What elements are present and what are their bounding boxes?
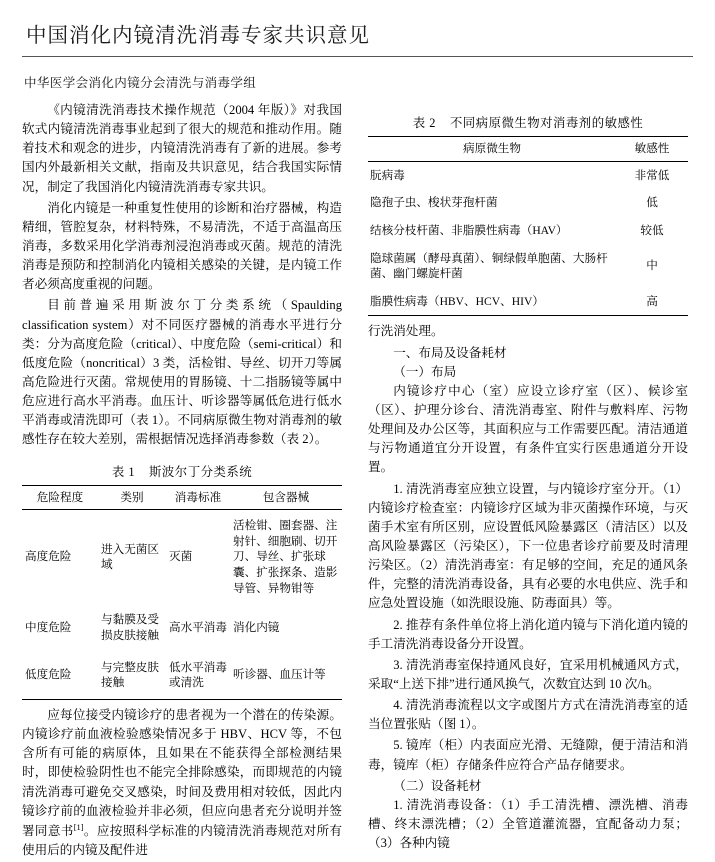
table2-header-cell: 病原微生物 <box>368 137 616 162</box>
paragraph: 3. 清洗消毒室保持通风良好，宜采用机械通风方式，采取“上送下排”进行通风换气，次数宜达到 10 次/h。 <box>368 657 688 692</box>
table-row <box>368 161 688 189</box>
table1-caption-number: 表 1 <box>111 464 136 479</box>
paragraph: 1. 清洗消毒室应独立设置，与内镜诊疗室分开。（1）内镜诊疗检查室：内镜诊疗区域为非灭菌操作环境，与灭菌手术室有所区别，应设置低风险暴露区（清洁区）以及高风险暴露区（污染区），下一位患者诊疗前要及时清理污染区。（2）清洗消毒室：有足够的空间，充足的通风条件，完整的清洗消毒设备，具有必要的水电供应、洗手和应急处置设施（如洗眼设施、防毒面具）等。 <box>368 481 688 611</box>
table2-cell: 较低 <box>640 223 664 237</box>
table2-cell: 朊病毒 <box>370 168 405 182</box>
table2-cell: 中 <box>646 259 658 273</box>
table1-cell: 与黏膜及受损皮肤接触 <box>101 613 159 643</box>
table2-caption <box>368 113 688 131</box>
table2-cell: 高 <box>616 288 688 316</box>
table1-cell: 消化内镜 <box>233 621 280 635</box>
table2-cell: 隐球菌属（酵母真菌）、铜绿假单胞菌、大肠杆菌、幽门螺旋杆菌 <box>370 251 608 281</box>
byline: 中华医学会消化内镜分会清洗与消毒学组 <box>24 76 257 90</box>
subsection-heading: （一）布局 <box>393 364 457 379</box>
table1-cell: 与完整皮肤接触 <box>98 652 166 700</box>
table-row <box>368 245 688 288</box>
continued-text: 行洗消处理。 <box>368 324 444 339</box>
table1-header-cell: 类别 <box>98 485 166 510</box>
table1-cell: 低水平消毒或清洗 <box>166 652 230 700</box>
table2-cell: 结核分枝杆菌、非脂膜性病毒（HAV） <box>370 223 568 237</box>
table1-cell: 进入无菌区域 <box>101 542 159 572</box>
table-header-row <box>368 137 688 162</box>
table1-header-cell: 包含器械 <box>230 485 342 510</box>
table2-caption-text: 不同病原微生物对消毒剂的敏感性 <box>449 116 644 130</box>
table1-cell: 高水平消毒 <box>169 621 227 635</box>
section-heading: 一、布局及设备耗材 <box>393 345 507 360</box>
table1-cell: 低度危险 <box>22 652 98 700</box>
page-title: 中国消化内镜清洗消毒专家共识意见 <box>26 25 370 47</box>
table1-caption <box>22 462 342 480</box>
paragraph-with-reference <box>22 706 342 860</box>
table-row <box>368 288 688 316</box>
table2-caption-number: 表 2 <box>412 116 436 130</box>
paragraph: 1. 清洗消毒设备：（1）手工清洗槽、漂洗槽、消毒槽、终末漂洗槽；（2）全管道灌流器，宜配备动力泵；（3）各种内镜 <box>368 797 688 851</box>
table1-cell: 活检钳、圈套器、注射针、细胞刷、切开刀、导丝、扩张球囊、扩张探条、造影导管、异物钳等 <box>233 519 338 595</box>
table2-cell: 非常低 <box>634 168 670 182</box>
table-row <box>22 510 342 605</box>
paragraph: 消化内镜是一种重复性使用的诊断和治疗器械，构造精细，管腔复杂，材料特殊，不易清洗，不适于高温高压消毒，多数采用化学消毒剂浸泡消毒或灭菌。规范的清洗消毒是预防和控制消化内镜相关感染的关键，是内镜工作者必须高度重视的问题。 <box>22 200 342 292</box>
table2-cell: 低 <box>646 196 658 210</box>
paragraph: 目前普遍采用斯波尔丁分类系统（Spaulding classification system）对不同医疗器械的消毒水平进行分类：分为高度危险（critical）、中度危险（semi-critical）和低度危险（noncritical）3 类，活检钳、导丝、切开刀等属高危险进行灭菌。常规使用的胃肠镜、十二指肠镜等属中危应进行高水平消毒。血压计、听诊器等属低危进行低水平消毒或清洗即可（表 1）。不同病原微生物对消毒剂的敏感性存在较大差别，需根据情况选择消毒参数（表 2）。 <box>22 298 342 447</box>
paragraph: 2. 推荐有条件单位将上消化道内镜与下消化道内镜的手工清洗消毒设备分开设置。 <box>368 617 688 651</box>
left-column <box>22 101 342 862</box>
table-spaulding-classification <box>22 485 342 700</box>
table-header-row <box>22 485 342 510</box>
paragraph-text: 应每位接受内镜诊疗的患者视为一个潜在的传染源。内镜诊疗前血液检验感染情况多于 HBV、HCV 等，不包含所有可能的病原体，且如果在不能获得全部检测结果时，即使检验阴性也不能完全排除感染，而即规范的内镜清洗消毒可避免交叉感染，时间及费用相对较低，因此内镜诊疗前的血液检验并非必须，但应向患者充分说明并签署同意书[1]。应按照科学标准的内镜清洗消毒规范对所有使用后的内镜及配件进 <box>22 707 343 858</box>
table2-cell: 脂膜性病毒（HBV、HCV、HIV） <box>368 288 616 316</box>
table-pathogen-susceptibility <box>368 136 688 316</box>
paragraph: 内镜诊疗中心（室）应设立诊疗室（区）、候诊室（区）、护理分诊台、清洗消毒室、附件与敷料库、污物处理间及办公区等，其面积应与工作需要匹配。清洁通道与污物通道宜分开设置，有条件宜实行医患通道分开设置。 <box>368 383 688 475</box>
table-row <box>22 604 342 651</box>
table2-header-cell: 敏感性 <box>616 137 688 162</box>
table1-header-cell: 消毒标准 <box>166 485 230 510</box>
paragraph: 《内镜清洗消毒技术操作规范（2004 年版）》对我国软式内镜清洗消毒事业起到了很大的规范和推动作用。随着技术和观念的进步，内镜清洗消毒有了新的进展。参考国内外最新相关文献，指南及共识意见，结合我国实际情况，制定了我国消化内镜清洗消毒专家共识。 <box>22 103 342 194</box>
table1-header-cell: 危险程度 <box>22 485 98 510</box>
table2-cell: 隐孢子虫、梭状芽孢杆菌 <box>370 196 498 210</box>
subsection-heading: （二）设备耗材 <box>393 778 482 793</box>
table1-cell: 听诊器、血压计等 <box>230 652 342 700</box>
table-row <box>368 217 688 245</box>
table-row <box>368 189 688 217</box>
title-divider <box>22 56 693 57</box>
table1-cell: 中度危险 <box>25 621 72 635</box>
paragraph: 5. 镜库（柜）内表面应光滑、无缝隙，便于清洁和消毒，镜库（柜）存储条件应符合产品存储要求。 <box>368 738 688 772</box>
paragraph: 4. 清洗消毒流程以文字或图片方式在清洗消毒室的适当位置张贴（图 1）。 <box>368 698 688 732</box>
table-row <box>22 652 342 700</box>
right-column <box>368 101 688 855</box>
table1-cell: 高度危险 <box>25 550 72 564</box>
table1-caption-text: 斯波尔丁分类系统 <box>149 464 253 479</box>
two-column-body <box>22 101 693 862</box>
table1-cell: 灭菌 <box>169 550 193 564</box>
